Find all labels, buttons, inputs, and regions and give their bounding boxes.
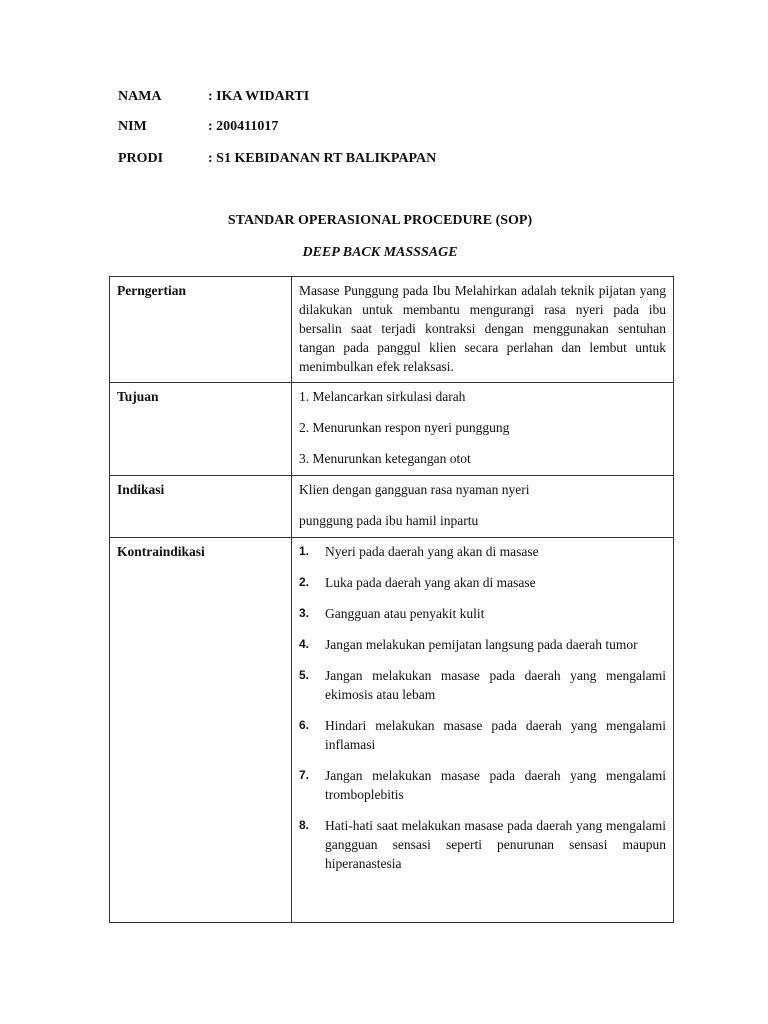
list-item xyxy=(299,816,666,873)
tujuan-list xyxy=(292,383,674,476)
row-indikasi xyxy=(110,476,674,538)
list-item xyxy=(299,766,666,804)
item-number: 2. xyxy=(299,575,310,589)
doc-subtitle: DEEP BACK MASSSAGE xyxy=(302,245,458,260)
item-text: Hati-hati saat melakukan masase pada daerah yang mengalami gangguan sensasi seperti penurunan sensasi maupun hiperanastesia xyxy=(325,818,666,871)
tujuan-item: 3. Menurunkan ketegangan otot xyxy=(299,451,471,466)
indikasi-line: Klien dengan gangguan rasa nyaman nyeri xyxy=(299,482,530,497)
pengertian-text: Masase Punggung pada Ibu Melahirkan adalah teknik pijatan yang dilakukan untuk membantu mengurangi rasa nyeri pada ibu bersalin saat terjadi kontraksi dengan menggunakan sentuhan tangan pada panggul klien secara perlahan dan lembut untuk menimbulkan efek relaksasi. xyxy=(292,277,674,383)
kontra-cell xyxy=(292,538,674,923)
prodi-row xyxy=(118,151,436,167)
item-text: Hindari melakukan masase pada daerah yang mengalami inflamasi xyxy=(325,718,666,752)
pengertian-label: Perngertian xyxy=(110,277,292,383)
item-number: 1. xyxy=(299,544,310,558)
kontra-label: Kontraindikasi xyxy=(110,538,292,923)
nama-value: : IKA WIDARTI xyxy=(208,89,310,104)
nama-row xyxy=(118,89,309,105)
tujuan-item: 1. Melancarkan sirkulasi darah xyxy=(299,389,466,404)
kontra-list xyxy=(299,542,666,873)
item-text: Jangan melakukan masase pada daerah yang mengalami ekimosis atau lebam xyxy=(325,668,666,702)
list-item xyxy=(299,635,666,654)
item-number: 5. xyxy=(299,668,310,682)
item-number: 8. xyxy=(299,818,310,832)
item-text: Jangan melakukan masase pada daerah yang mengalami tromboplebitis xyxy=(325,768,666,802)
indikasi-line: punggung pada ibu hamil inpartu xyxy=(299,513,479,528)
row-pengertian xyxy=(110,277,674,383)
item-number: 4. xyxy=(299,637,310,651)
row-kontraindikasi xyxy=(110,538,674,923)
nim-label: NIM xyxy=(118,119,147,134)
item-text: Jangan melakukan pemijatan langsung pada daerah tumor xyxy=(325,637,638,652)
tujuan-label: Tujuan xyxy=(110,383,292,476)
indikasi-label: Indikasi xyxy=(110,476,292,538)
tujuan-item: 2. Menurunkan respon nyeri punggung xyxy=(299,420,510,435)
item-text: Nyeri pada daerah yang akan di masase xyxy=(325,544,539,559)
list-item xyxy=(299,542,666,561)
nim-value: : 200411017 xyxy=(208,119,279,134)
sop-table xyxy=(109,276,674,923)
item-text: Luka pada daerah yang akan di masase xyxy=(325,575,536,590)
list-item xyxy=(299,604,666,623)
item-number: 3. xyxy=(299,606,310,620)
row-tujuan xyxy=(110,383,674,476)
list-item xyxy=(299,573,666,592)
nim-row xyxy=(118,119,278,135)
prodi-label: PRODI xyxy=(118,151,164,166)
item-text: Gangguan atau penyakit kulit xyxy=(325,606,485,621)
list-item xyxy=(299,666,666,704)
nama-label: NAMA xyxy=(118,89,162,104)
list-item xyxy=(299,716,666,754)
doc-title: STANDAR OPERASIONAL PROCEDURE (SOP) xyxy=(227,213,533,228)
prodi-value: : S1 KEBIDANAN RT BALIKPAPAN xyxy=(208,151,437,166)
item-number: 7. xyxy=(299,768,310,782)
indikasi-text xyxy=(292,476,674,538)
item-number: 6. xyxy=(299,718,310,732)
